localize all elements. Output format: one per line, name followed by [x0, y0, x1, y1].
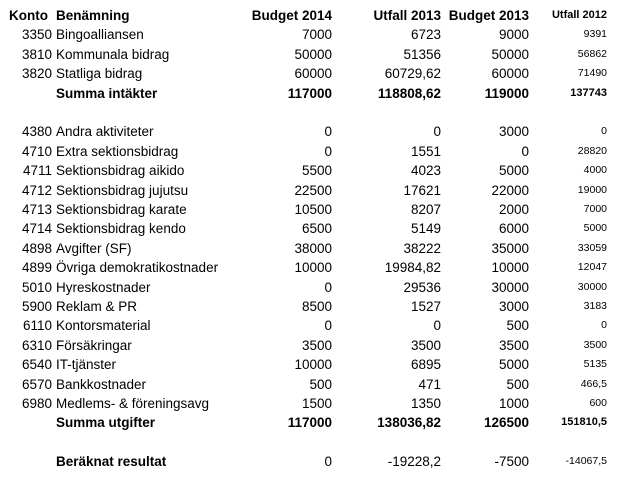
budget-2014-value: 22500 [294, 182, 332, 198]
account-number: 3810 [21, 46, 52, 62]
budget-2014-value: 0 [324, 143, 332, 159]
utfall-2013-value: 6895 [410, 357, 441, 373]
utfall-2013-value: 118808,62 [377, 85, 441, 101]
budget-2013-value: 3500 [498, 337, 529, 353]
budget-2014-value: 0 [324, 279, 332, 295]
account-name: Extra sektionsbidrag [56, 143, 179, 159]
account-number: 4712 [21, 182, 52, 198]
budget-2013-value: 9000 [498, 27, 529, 43]
result-label: Beräknat resultat [56, 454, 167, 470]
utfall-2012-value: 12047 [577, 261, 607, 274]
utfall-2013-value: 60729,62 [384, 66, 441, 82]
budget-2013-value: 50000 [491, 46, 529, 62]
account-name: Reklam & PR [56, 299, 138, 314]
utfall-2013-value: 29536 [403, 279, 441, 295]
utfall-2012-value: 9391 [583, 28, 607, 41]
account-name: Sektionsbidrag aikido [56, 163, 185, 179]
account-number: 4710 [21, 143, 52, 159]
account-name: Sektionsbidrag jujutsu [56, 182, 189, 198]
utfall-2013-value: 1527 [410, 299, 441, 314]
budget-2013-value: 3000 [498, 299, 529, 314]
utfall-2012-value: 30000 [577, 280, 607, 293]
account-number: 3820 [21, 66, 52, 82]
account-name: Försäkringar [56, 337, 132, 353]
utfall-2012-value: 600 [589, 397, 607, 409]
account-number: 4899 [21, 260, 52, 276]
account-name: Statliga bidrag [56, 66, 143, 82]
utfall-2013-value: 4023 [410, 163, 441, 179]
budget-2014-value: 6500 [301, 221, 332, 237]
budget-2013-value: 35000 [491, 240, 529, 256]
budget-2013-value: 126500 [483, 415, 529, 431]
account-number: 5010 [21, 279, 52, 295]
budget-2013-value: 5000 [498, 163, 529, 179]
account-number: 4711 [22, 163, 52, 179]
table-row [0, 316, 628, 335]
budget-2014-value: 38000 [294, 240, 332, 256]
table-row [0, 375, 628, 394]
account-number: 4714 [21, 221, 52, 237]
account-number: 6540 [21, 357, 52, 373]
account-number: 6310 [21, 337, 52, 353]
account-number: 6980 [21, 396, 52, 411]
account-name: Sektionsbidrag kendo [56, 221, 186, 237]
budget-2014-value: 0 [324, 124, 332, 140]
budget-2014-value: 0 [324, 318, 332, 334]
income-total-row [0, 84, 628, 103]
budget-2014-value: 7000 [301, 27, 332, 43]
account-number: 4713 [21, 202, 52, 217]
utfall-2012-value: 5000 [583, 222, 607, 235]
utfall-2012-value: 56862 [577, 47, 607, 60]
budget-2014-value: 3500 [301, 337, 332, 353]
budget-2013-value: 3000 [498, 124, 529, 140]
column-header-konto: Konto [9, 8, 48, 23]
account-name: Sektionsbidrag karate [56, 202, 187, 217]
table-row [0, 297, 628, 316]
account-name: Bingoalliansen [56, 27, 144, 43]
account-name: IT-tjänster [56, 357, 117, 373]
utfall-2013-value: 38222 [403, 240, 441, 256]
table-row [0, 394, 628, 413]
budget-2013-value: 500 [506, 376, 529, 392]
account-name: Medlems- & föreningsavg [56, 396, 210, 411]
budget-2014-value: 500 [309, 376, 332, 392]
budget-2013-value: 10000 [491, 260, 529, 276]
utfall-2012-value: 3183 [583, 300, 607, 312]
utfall-2013-value: 17621 [403, 182, 441, 198]
utfall-2012-value: 137743 [570, 86, 607, 99]
table-row [0, 355, 628, 374]
utfall-2013-value: 1350 [410, 396, 441, 411]
utfall-2012-value: 28820 [577, 144, 607, 157]
utfall-2013-value: 0 [433, 124, 441, 140]
table-row [0, 200, 628, 219]
utfall-2013-value: -19228,2 [387, 454, 441, 470]
column-header-utfall-2012: Utfall 2012 [551, 9, 607, 21]
account-name: Hyreskostnader [56, 279, 151, 295]
account-name: Andra aktiviteter [56, 124, 154, 140]
budget-2013-value: 0 [521, 143, 529, 159]
account-name: Övriga demokratikostnader [56, 260, 219, 276]
utfall-2013-value: 5149 [410, 221, 441, 237]
budget-2014-value: 10500 [294, 202, 332, 217]
utfall-2012-value: 151810,5 [561, 416, 607, 429]
budget-2013-value: 1000 [498, 396, 529, 411]
utfall-2012-value: 3500 [583, 338, 607, 351]
utfall-2012-value: 7000 [583, 203, 607, 215]
utfall-2013-value: 1551 [410, 143, 441, 159]
utfall-2012-value: 71490 [577, 67, 607, 80]
expense-total-row [0, 413, 628, 432]
utfall-2013-value: 471 [418, 376, 441, 392]
table-row [0, 64, 628, 83]
table-row [0, 122, 628, 141]
column-header-budget-2013: Budget 2013 [448, 8, 529, 23]
budget-2014-value: 10000 [294, 357, 332, 373]
utfall-2012-value: 0 [601, 125, 607, 138]
account-number: 6110 [22, 318, 52, 334]
account-number: 4380 [21, 124, 52, 140]
table-row [0, 278, 628, 297]
budget-2014-value: 8500 [301, 299, 332, 314]
table-row [0, 142, 628, 161]
expense-total-label: Summa utgifter [56, 415, 156, 431]
utfall-2013-value: 8207 [410, 202, 441, 217]
result-row [0, 452, 628, 471]
budget-2014-value: 117000 [287, 85, 332, 101]
column-header-budget-2014: Budget 2014 [251, 8, 332, 23]
account-number: 5900 [21, 299, 52, 314]
table-row [0, 45, 628, 64]
table-row [0, 161, 628, 180]
table-row [0, 239, 628, 258]
budget-2013-value: 6000 [498, 221, 529, 237]
budget-2013-value: -7500 [494, 454, 529, 470]
table-row [0, 181, 628, 200]
table-row [0, 25, 628, 44]
utfall-2012-value: 19000 [577, 183, 607, 196]
budget-2013-value: 60000 [491, 66, 529, 82]
budget-2013-value: 119000 [484, 85, 529, 101]
budget-2014-value: 117000 [287, 415, 332, 431]
column-header-utfall-2013: Utfall 2013 [373, 8, 441, 23]
budget-2014-value: 5500 [301, 163, 332, 179]
utfall-2012-value: 466,5 [580, 377, 607, 390]
budget-2014-value: 10000 [294, 260, 332, 276]
account-name: Kommunala bidrag [56, 46, 170, 62]
utfall-2012-value: 0 [601, 319, 607, 332]
column-header-name: Benämning [56, 8, 130, 23]
account-name: Kontorsmaterial [56, 318, 151, 334]
utfall-2013-value: 138036,82 [377, 415, 441, 431]
budget-2013-value: 30000 [491, 279, 529, 295]
utfall-2013-value: 3500 [410, 337, 441, 353]
utfall-2012-value: 33059 [577, 241, 607, 254]
income-total-label: Summa intäkter [56, 85, 158, 101]
utfall-2013-value: 51356 [403, 46, 441, 62]
account-number: 4898 [21, 240, 52, 256]
budget-2014-value: 50000 [294, 46, 332, 62]
budget-2013-value: 500 [506, 318, 529, 334]
utfall-2013-value: 6723 [410, 27, 441, 43]
account-name: Bankkostnader [56, 376, 147, 392]
account-name: Avgifter (SF) [56, 240, 132, 256]
account-number: 6570 [21, 376, 52, 392]
table-row [0, 336, 628, 355]
budget-2014-value: 60000 [294, 66, 332, 82]
budget-2013-value: 5000 [498, 357, 529, 373]
account-number: 3350 [21, 27, 52, 43]
table-row [0, 258, 628, 277]
utfall-2012-value: 5135 [583, 358, 607, 371]
utfall-2013-value: 19984,82 [384, 260, 441, 276]
budget-2013-value: 2000 [498, 202, 529, 217]
utfall-2013-value: 0 [433, 318, 441, 334]
table-row [0, 219, 628, 238]
budget-2014-value: 1500 [301, 396, 332, 411]
budget-2013-value: 22000 [491, 182, 529, 198]
utfall-2012-value: -14067,5 [565, 455, 607, 468]
utfall-2012-value: 4000 [583, 164, 607, 177]
table-header [0, 6, 628, 25]
budget-2014-value: 0 [324, 454, 332, 470]
